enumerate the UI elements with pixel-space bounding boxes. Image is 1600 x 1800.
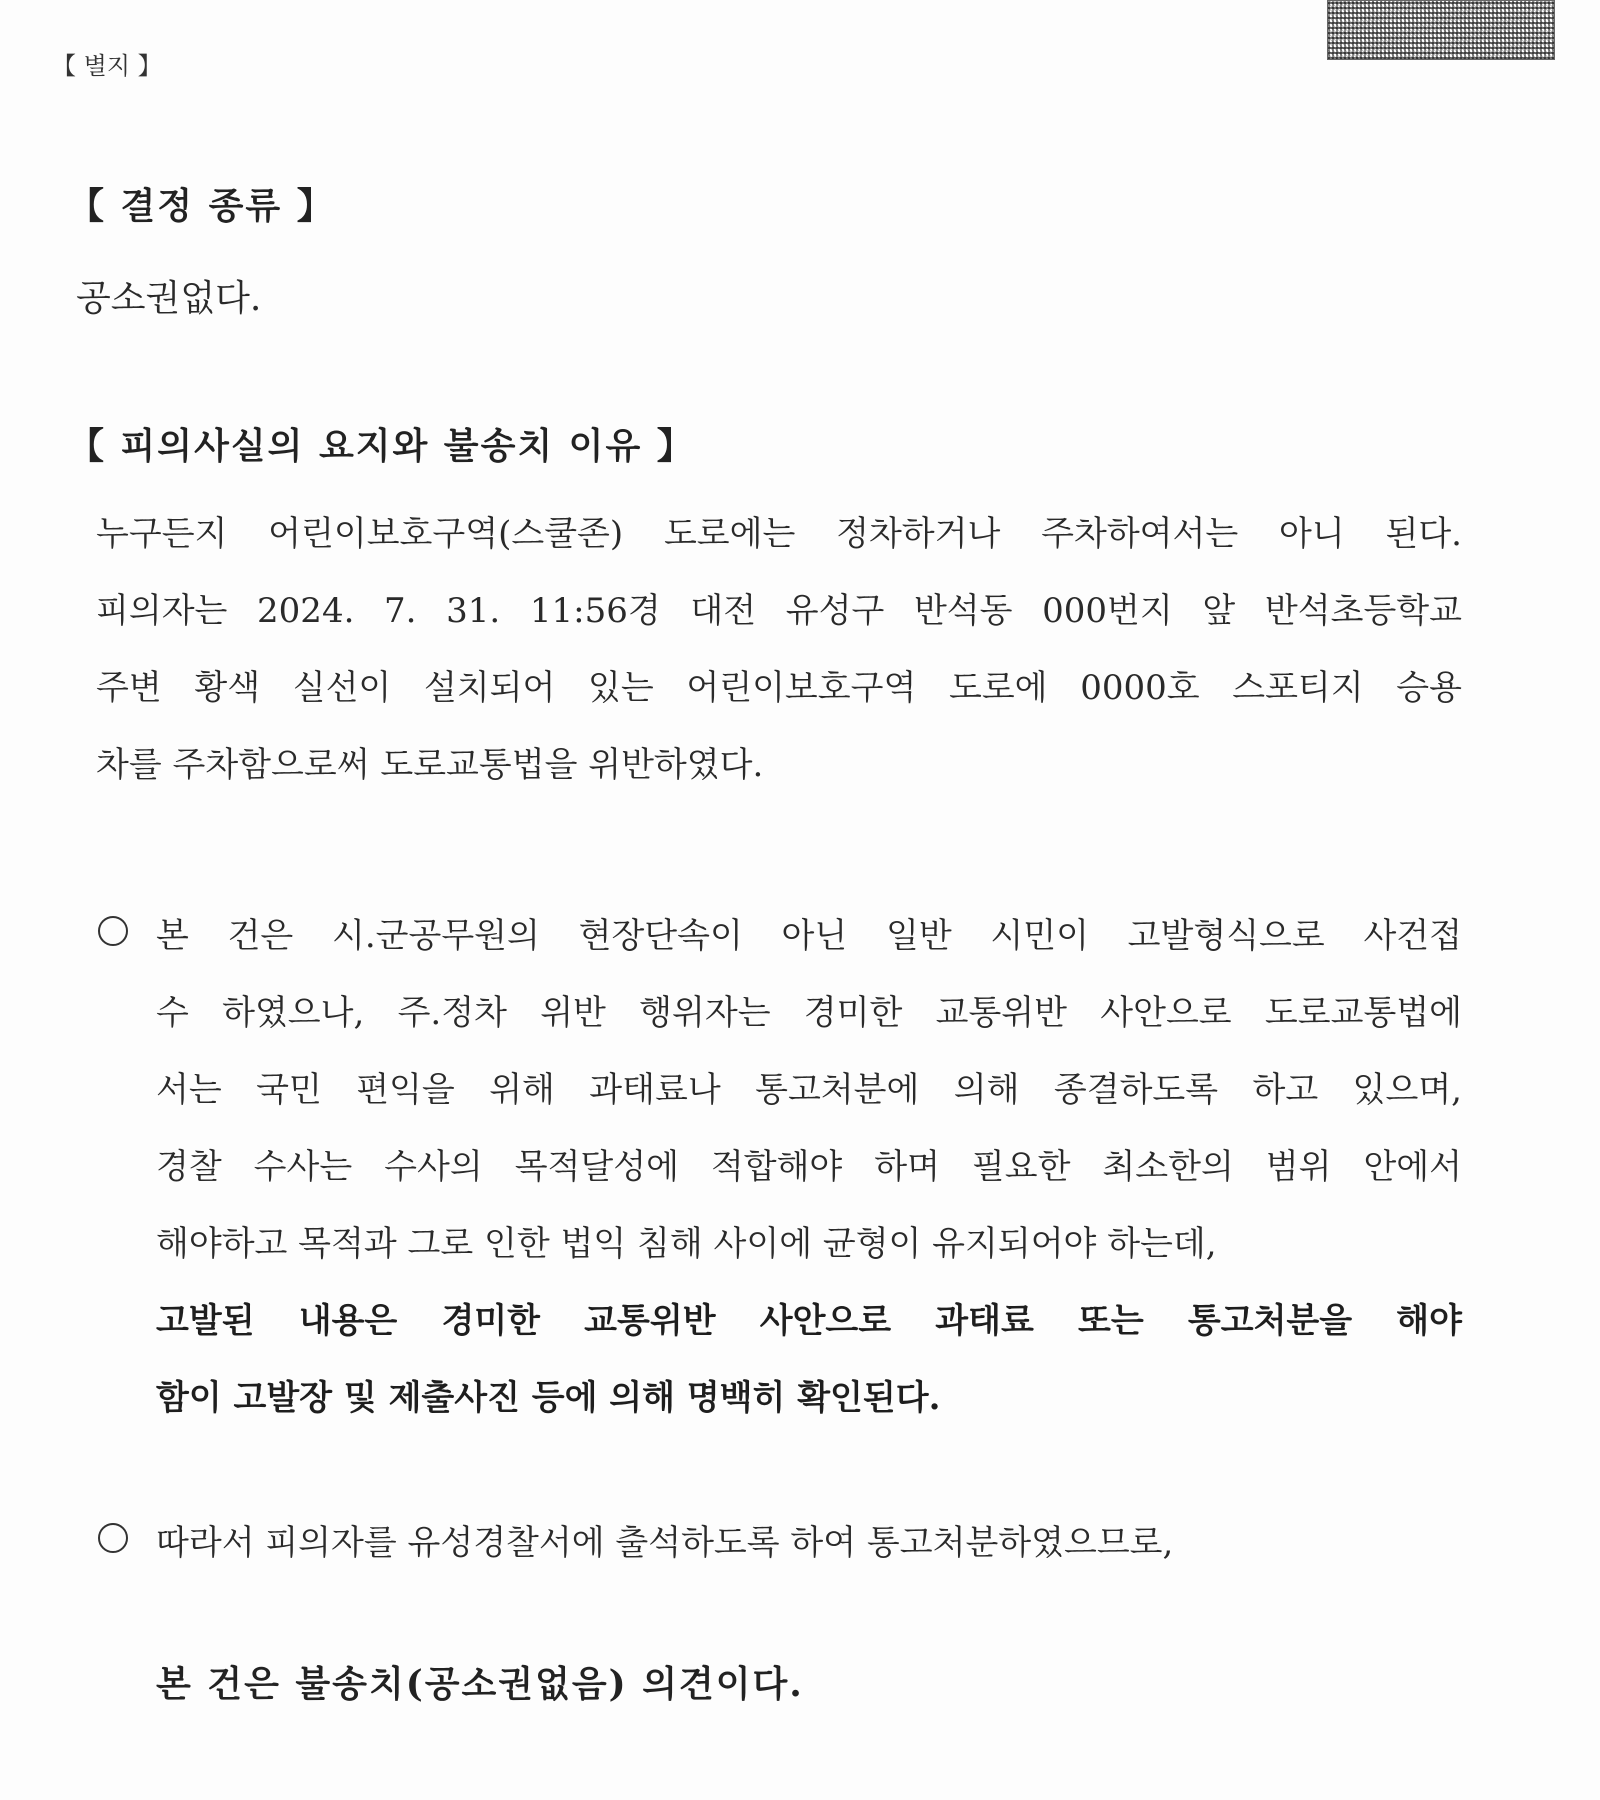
bullet-line: 수 하였으나, 주.정차 위반 행위자는 경미한 교통위반 사안으로 도로교통법에 [156, 993, 1462, 1033]
bullet-line: 서는 국민 편익을 위해 과태료나 통고처분에 의해 종결하도록 하고 있으며, [156, 1070, 1462, 1110]
bullet-line: 따라서 피의자를 유성경찰서에 출석하도록 하여 통고처분하였으므로, [156, 1523, 1174, 1563]
bullet-body [156, 1505, 1462, 1582]
decision-heading: 【 결정 종류 】 [68, 185, 335, 227]
bullet-line: 본 건은 시.군공무원의 현장단속이 아닌 일반 시민이 고발형식으로 사건접 [156, 916, 1462, 956]
bullet-bold-line: 고발된 내용은 경미한 교통위반 사안으로 과태료 또는 통고처분을 해야 [156, 1301, 1462, 1341]
summary-line: 피의자는 2024. 7. 31. 11:56경 대전 유성구 반석동 000번지 앞 반석초등학교 [96, 591, 1462, 631]
circle-bullet-icon [98, 916, 128, 946]
circle-bullet-icon [98, 1523, 128, 1553]
bullet-bold-line: 함이 고발장 및 제출사진 등에 의해 명백히 확인된다. [156, 1378, 941, 1418]
attachment-label: 【 별지 】 [52, 52, 162, 80]
bullet-body [156, 898, 1462, 1437]
qr-code-image [1327, 0, 1555, 60]
summary-heading: 【 피의사실의 요지와 불송치 이유 】 [68, 425, 695, 467]
bullet-line: 경찰 수사는 수사의 목적달성에 적합해야 하며 필요한 최소한의 범위 안에서 [156, 1147, 1462, 1187]
conclusion-text: 본 건은 불송치(공소권없음) 의견이다. [156, 1663, 804, 1705]
summary-line: 주변 황색 실선이 설치되어 있는 어린이보호구역 도로에 0000호 스포티지 승용 [96, 668, 1462, 708]
summary-line: 차를 주차함으로써 도로교통법을 위반하였다. [96, 745, 764, 785]
decision-text: 공소권없다. [76, 278, 262, 319]
summary-paragraph [96, 496, 1462, 804]
bullet-line: 해야하고 목적과 그로 인한 법익 침해 사이에 균형이 유지되어야 하는데, [156, 1224, 1217, 1264]
summary-line: 누구든지 어린이보호구역(스쿨존) 도로에는 정차하거나 주차하여서는 아니 된다. [96, 514, 1462, 554]
